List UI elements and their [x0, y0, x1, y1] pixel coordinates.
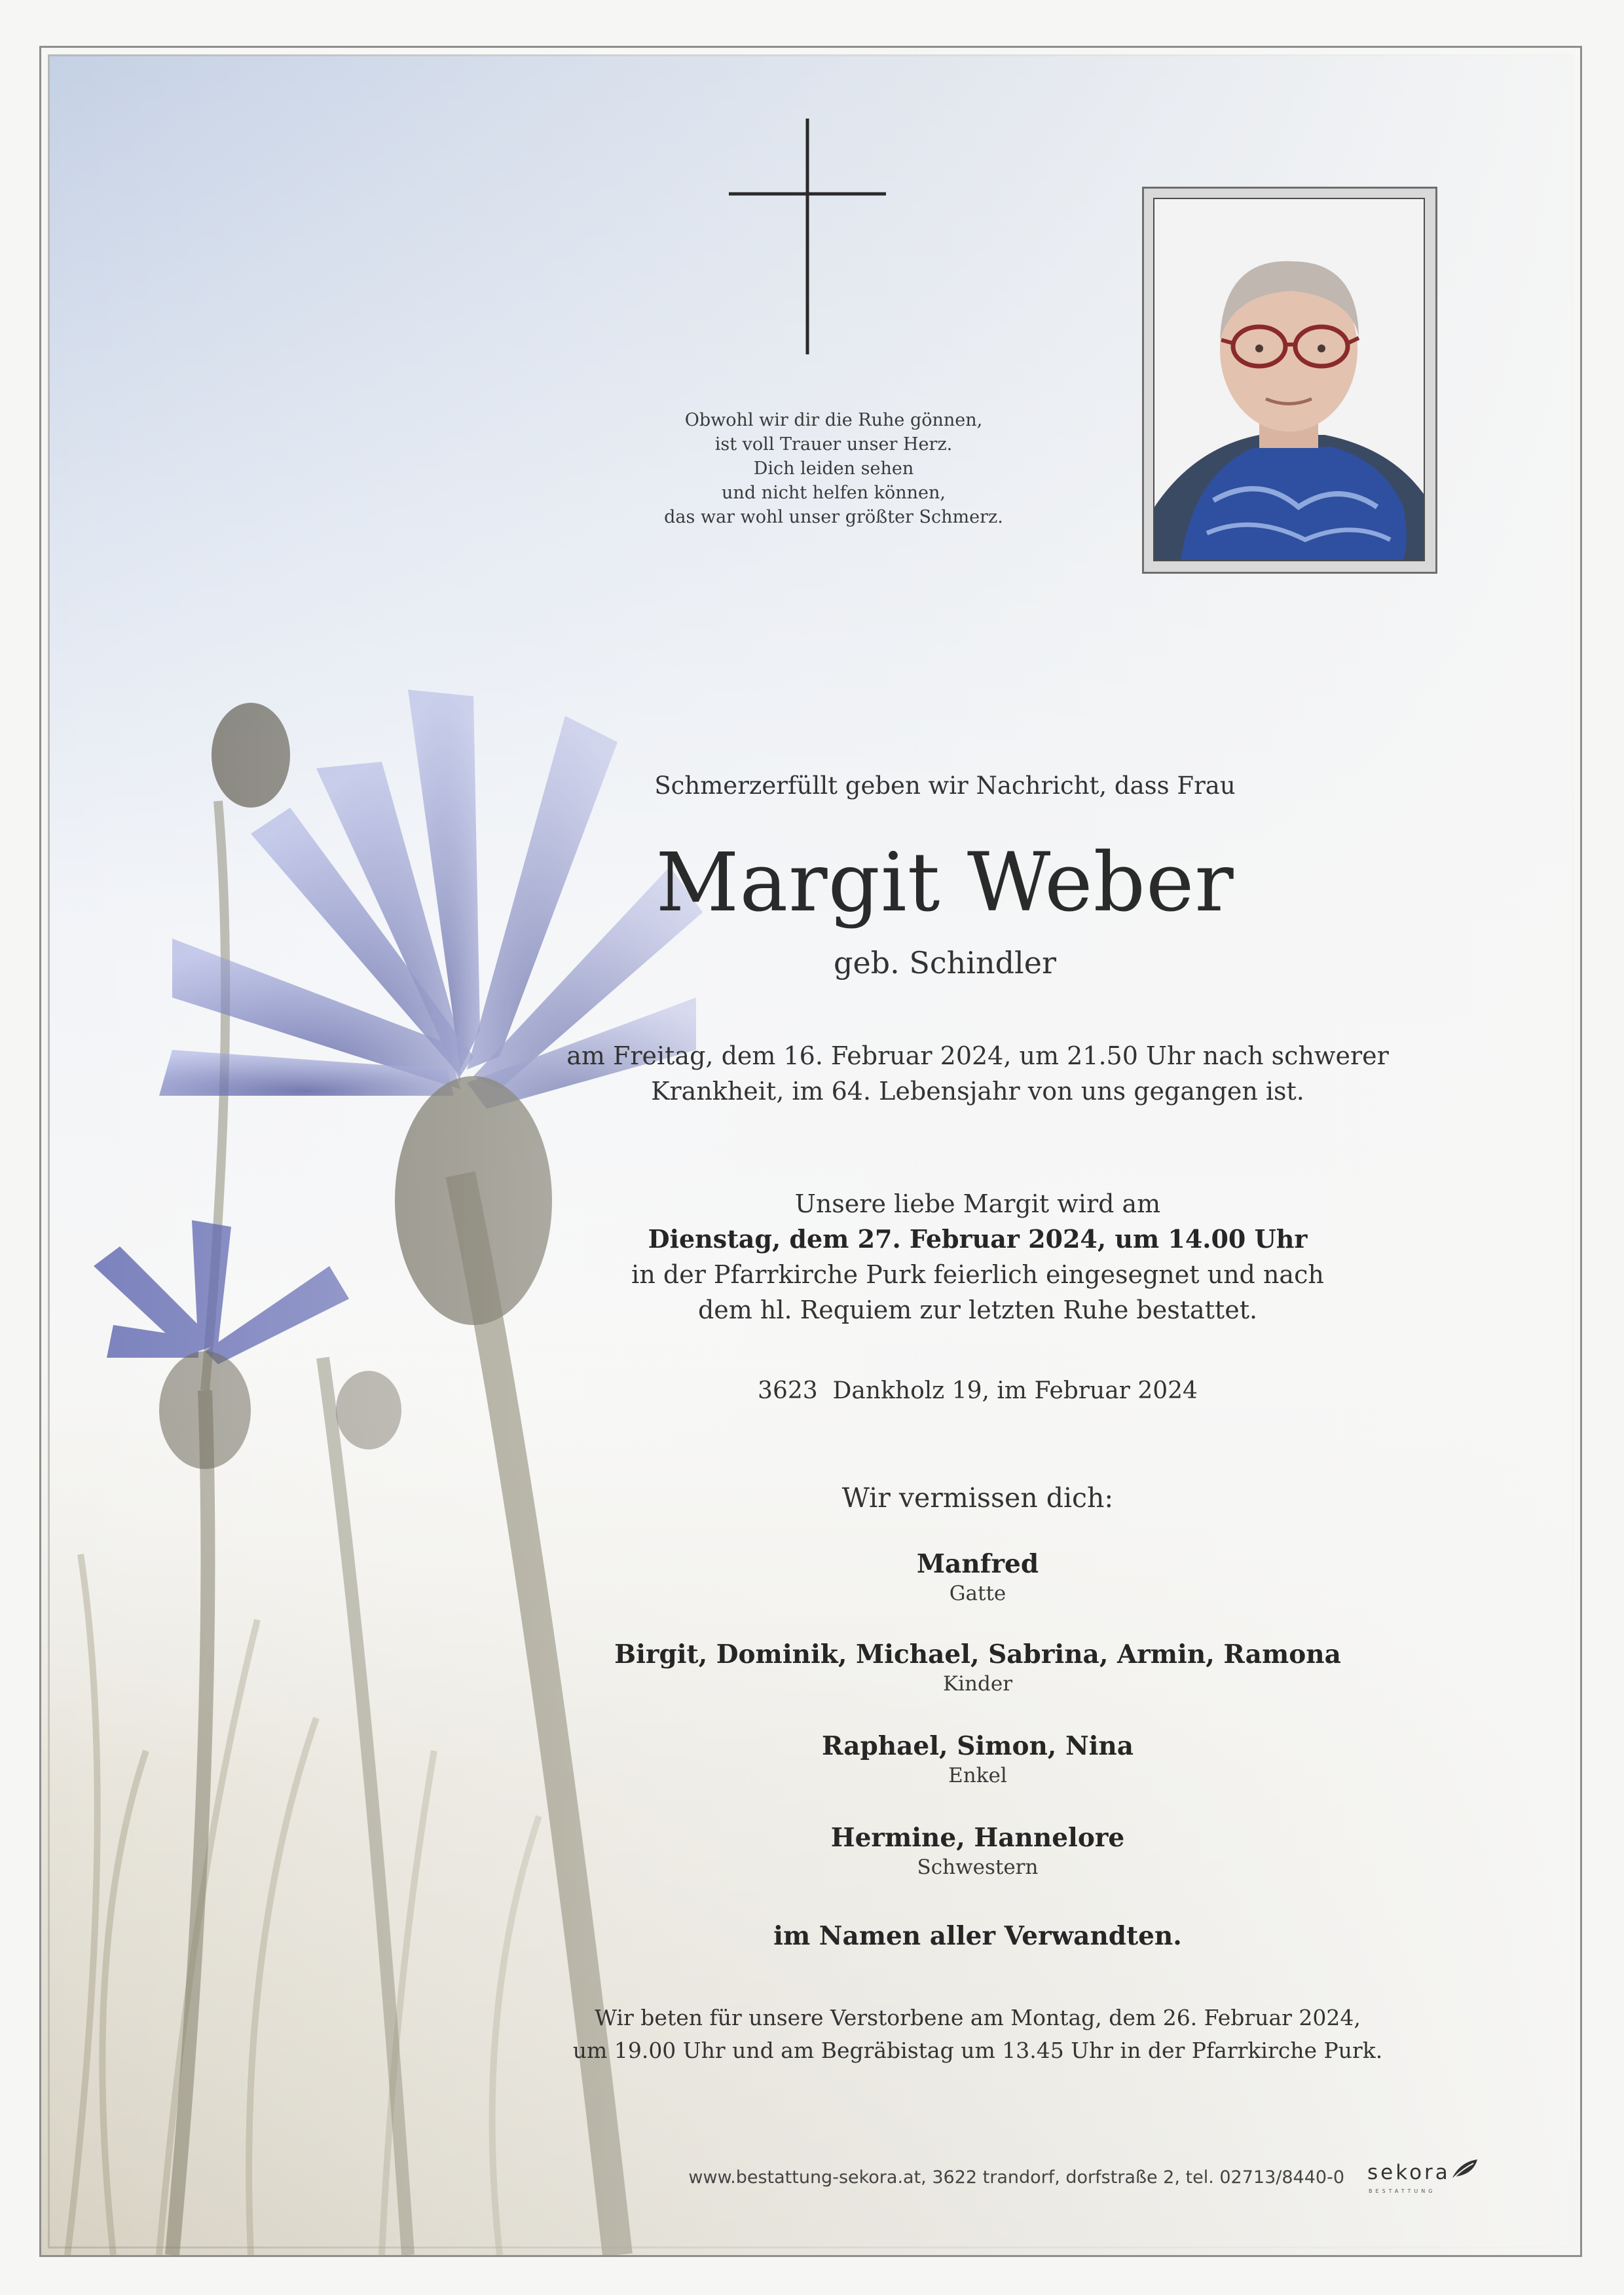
birth-name: geb. Schindler — [834, 945, 1056, 980]
leaf-icon — [1451, 2158, 1479, 2180]
funeral-line: Unsere liebe Margit wird am — [794, 1189, 1161, 1218]
verse-line: Dich leiden sehen — [753, 458, 914, 479]
mourner-relation: Gatte — [949, 1582, 1006, 1605]
verse-line: das war wohl unser größter Schmerz. — [664, 507, 1003, 527]
prayer-line: um 19.00 Uhr und am Begräbistag um 13.45 Uhr in der Pfarrkirche Purk. — [572, 2038, 1383, 2063]
verse-line: ist voll Trauer unser Herz. — [714, 434, 953, 455]
mourner-relation: Schwestern — [917, 1856, 1039, 1879]
mourner-group — [500, 1821, 1456, 1880]
mourner-names: Birgit, Dominik, Michael, Sabrina, Armin, Ramona — [614, 1639, 1341, 1670]
place-date: 3623 Dankholz 19, im Februar 2024 — [758, 1377, 1198, 1404]
intro-line: Schmerzerfüllt geben wir Nachricht, dass Frau — [654, 772, 1236, 800]
logo-word: sekora — [1367, 2161, 1450, 2184]
memorial-verse — [611, 408, 1056, 529]
mourner-group — [500, 1548, 1456, 1607]
mourner-relation: Kinder — [942, 1672, 1013, 1696]
mourner-group — [500, 1730, 1456, 1789]
deceased-name: Margit Weber — [655, 836, 1234, 930]
funeral-date: Dienstag, dem 27. Februar 2024, um 14.00 Uhr — [648, 1224, 1308, 1254]
closing-line: im Namen aller Verwandten. — [773, 1921, 1182, 1951]
funeral-line: in der Pfarrkirche Purk feierlich eingesegnet und nach — [631, 1260, 1324, 1289]
death-paragraph — [500, 1038, 1456, 1109]
death-line: Krankheit, im 64. Lebensjahr von uns gegangen ist. — [651, 1077, 1304, 1106]
death-line: am Freitag, dem 16. Februar 2024, um 21.50 Uhr nach schwerer — [566, 1041, 1389, 1070]
mourner-group — [500, 1638, 1456, 1697]
verse-line: Obwohl wir dir die Ruhe gönnen, — [684, 410, 983, 430]
portrait-frame — [1142, 187, 1437, 574]
mourners-heading: Wir vermissen dich: — [841, 1482, 1114, 1514]
mourner-relation: Enkel — [948, 1764, 1007, 1787]
verse-line: und nicht helfen können, — [722, 483, 946, 503]
portrait-photo — [1153, 198, 1425, 561]
cross-icon — [729, 119, 886, 354]
prayer-notice — [500, 2002, 1456, 2067]
obituary-card — [39, 46, 1582, 2257]
logo-subtitle: BESTATTUNG — [1369, 2188, 1436, 2194]
footer-contact: www.bestattung-sekora.at, 3622 trandorf, dorfstraße 2, tel. 02713/8440-0 — [688, 2167, 1344, 2188]
mourner-names: Manfred — [916, 1549, 1039, 1579]
sekora-logo — [1367, 2161, 1479, 2200]
mourner-names: Hermine, Hannelore — [830, 1823, 1125, 1853]
mourner-names: Raphael, Simon, Nina — [821, 1731, 1134, 1761]
prayer-line: Wir beten für unsere Verstorbene am Montag, dem 26. Februar 2024, — [595, 2005, 1361, 2030]
funeral-line: dem hl. Requiem zur letzten Ruhe bestattet. — [697, 1296, 1258, 1324]
funeral-paragraph — [500, 1186, 1456, 1328]
